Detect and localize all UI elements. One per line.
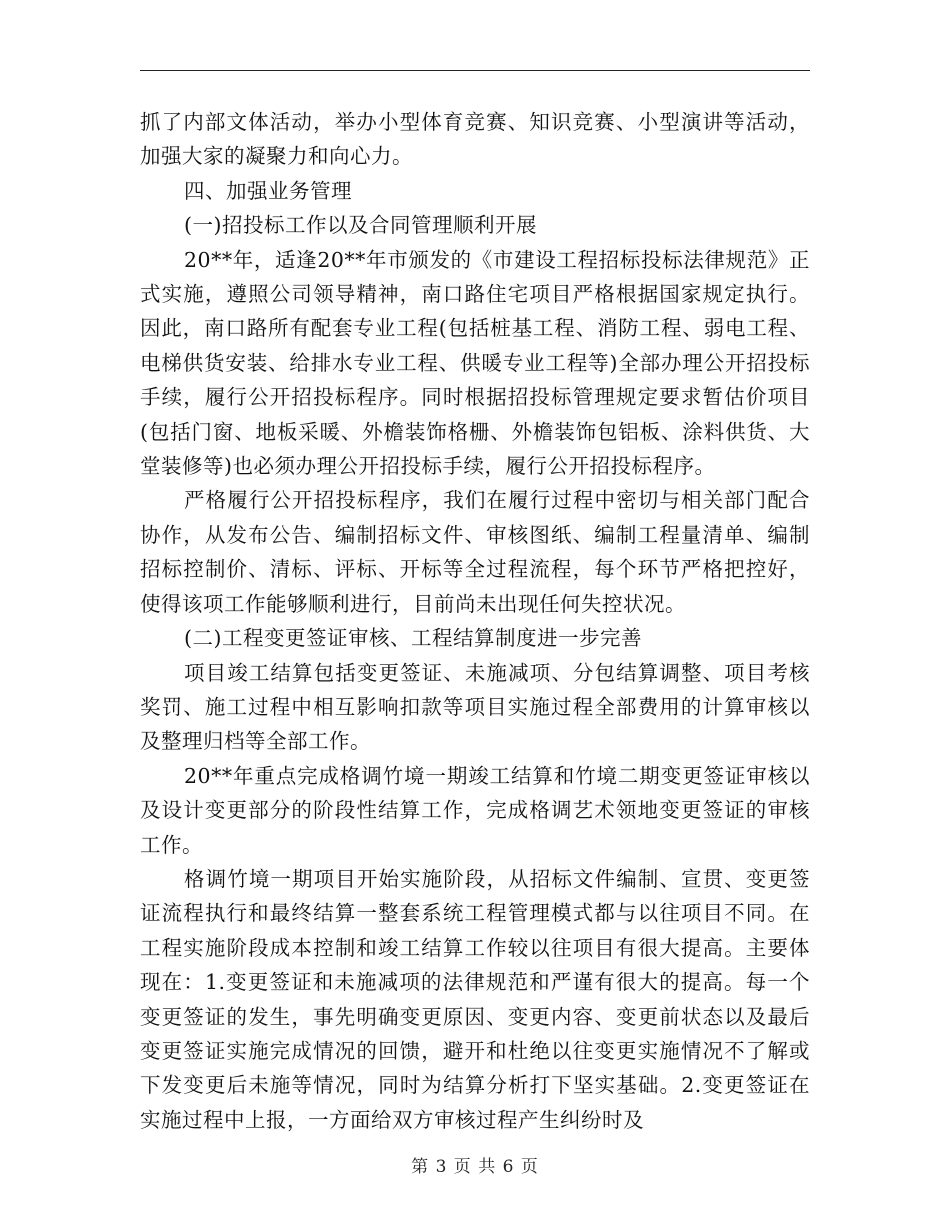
page-footer: 第 3 页 共 6 页 [411, 1157, 539, 1177]
paragraph-settlement: 项目竣工结算包括变更签证、未施减项、分包结算调整、项目考核奖罚、施工过程中相互影响扣款等项目实施过程全部费用的计算审核以及整理归档等全部工作。 [140, 660, 810, 754]
section-heading-4: 四、加强业务管理 [184, 178, 352, 203]
paragraph-project-phase: 格调竹境一期项目开始实施阶段，从招标文件编制、宣贯、变更签证流程执行和最终结算一整套系统工程管理模式都与以往项目不同。在工程实施阶段成本控制和竣工结算工作较以往项目有很大提高。主要体现在：1.变更签证和未施减项的法律规范和严谨有很大的提高。每一个变更签证的发生，事先明确变更原因、变更内容、变更前状态以及最后变更签证实施完成情况的回馈，避开和杜绝以往变更实施情况不了解或下发变更后未施等情况，同时为结算分析打下坚实基础。2.变更签证在实施过程中上报，一方面给双方审核过程产生纠纷时及 [140, 866, 810, 1132]
subheading-1: (一)招投标工作以及合同管理顺利开展 [184, 213, 537, 238]
header-rule [140, 70, 810, 71]
paragraph-1: 抓了内部文体活动，举办小型体育竞赛、知识竞赛、小型演讲等活动，加强大家的凝聚力和向心力。 [140, 110, 810, 169]
paragraph-key-work: 20**年重点完成格调竹境一期竣工结算和竹境二期变更签证审核以及设计变更部分的阶段性结算工作，完成格调艺术领地变更签证的审核工作。 [140, 763, 810, 857]
subheading-2: (二)工程变更签证审核、工程结算制度进一步完善 [184, 626, 642, 651]
document-body [140, 105, 810, 1137]
paragraph-tender-process: 严格履行公开招投标程序，我们在履行过程中密切与相关部门配合协作，从发布公告、编制招标文件、审核图纸、编制工程量清单、编制招标控制价、清标、评标、开标等全过程流程，每个环节严格把控好，使得该项工作能够顺利进行，目前尚未出现任何失控状况。 [140, 488, 810, 616]
paragraph-tendering: 20**年，适逢20**年市颁发的《市建设工程招标投标法律规范》正式实施，遵照公司领导精神，南口路住宅项目严格根据国家规定执行。因此，南口路所有配套专业工程(包括桩基工程、消防工程、弱电工程、电梯供货安装、给排水专业工程、供暖专业工程等)全部办理公开招投标手续，履行公开招投标程序。同时根据招投标管理规定要求暂估价项目(包括门窗、地板采暖、外檐装饰格栅、外檐装饰包铝板、涂料供货、大堂装修等)也必须办理公开招投标手续，履行公开招投标程序。 [140, 247, 810, 479]
